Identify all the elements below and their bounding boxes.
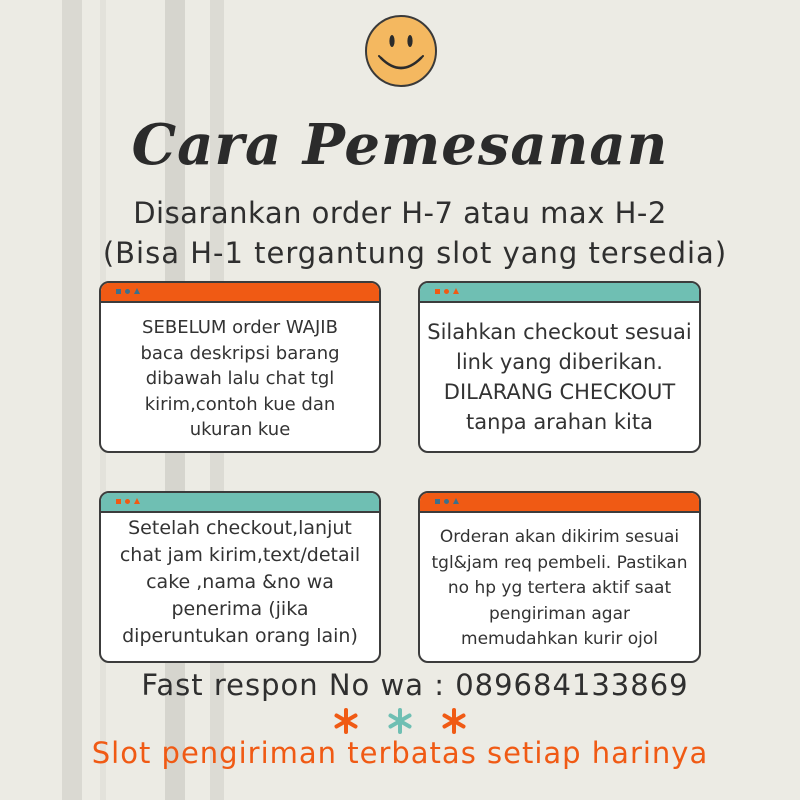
instruction-card-4 bbox=[418, 491, 701, 663]
square-icon bbox=[116, 499, 121, 504]
card-title-bar bbox=[101, 493, 379, 513]
smiley-icon bbox=[364, 14, 438, 88]
card-title-bar bbox=[420, 493, 699, 513]
flower-divider bbox=[332, 706, 472, 736]
card-text: SEBELUM order WAJIB baca deskripsi barang dibawah lalu chat tgl kirim,contoh kue dan ukuran kue bbox=[140, 317, 340, 441]
subtitle-slot-note: (Bisa H-1 tergantung slot yang tersedia) bbox=[102, 236, 728, 270]
circle-icon bbox=[125, 289, 130, 294]
asterisk-flower-icon bbox=[391, 710, 410, 732]
circle-icon bbox=[444, 289, 449, 294]
triangle-icon bbox=[134, 288, 140, 294]
square-icon bbox=[116, 289, 121, 294]
instruction-card-1 bbox=[99, 281, 381, 453]
instruction-card-2 bbox=[418, 281, 701, 453]
card-text: Silahkan checkout sesuai link yang diberikan. DILARANG CHECKOUT tanpa arahan kita bbox=[427, 320, 692, 435]
subtitle-order-advice: Disarankan order H-7 atau max H-2 bbox=[133, 196, 667, 230]
whatsapp-contact: Fast respon No wa : 089684133869 bbox=[141, 668, 689, 702]
asterisk-flower-icon bbox=[445, 710, 464, 732]
instruction-card-3 bbox=[99, 491, 381, 663]
triangle-icon bbox=[453, 498, 459, 504]
square-icon bbox=[435, 289, 440, 294]
page-title: Cara Pemesanan bbox=[131, 112, 669, 178]
square-icon bbox=[435, 499, 440, 504]
circle-icon bbox=[444, 499, 449, 504]
footer-slot-notice: Slot pengiriman terbatas setiap harinya bbox=[91, 736, 709, 770]
card-title-bar bbox=[101, 283, 379, 303]
triangle-icon bbox=[134, 498, 140, 504]
card-text: Setelah checkout,lanjut chat jam kirim,text/detail cake ,nama &no wa penerima (jika diperuntukan orang lain) bbox=[119, 517, 361, 647]
triangle-icon bbox=[453, 288, 459, 294]
card-text: Orderan akan dikirim sesuai tgl&jam req pembeli. Pastikan no hp yg tertera aktif saat pengiriman agar memudahkan kurir ojol bbox=[431, 527, 688, 649]
circle-icon bbox=[125, 499, 130, 504]
card-title-bar bbox=[420, 283, 699, 303]
asterisk-flower-icon bbox=[337, 710, 356, 732]
